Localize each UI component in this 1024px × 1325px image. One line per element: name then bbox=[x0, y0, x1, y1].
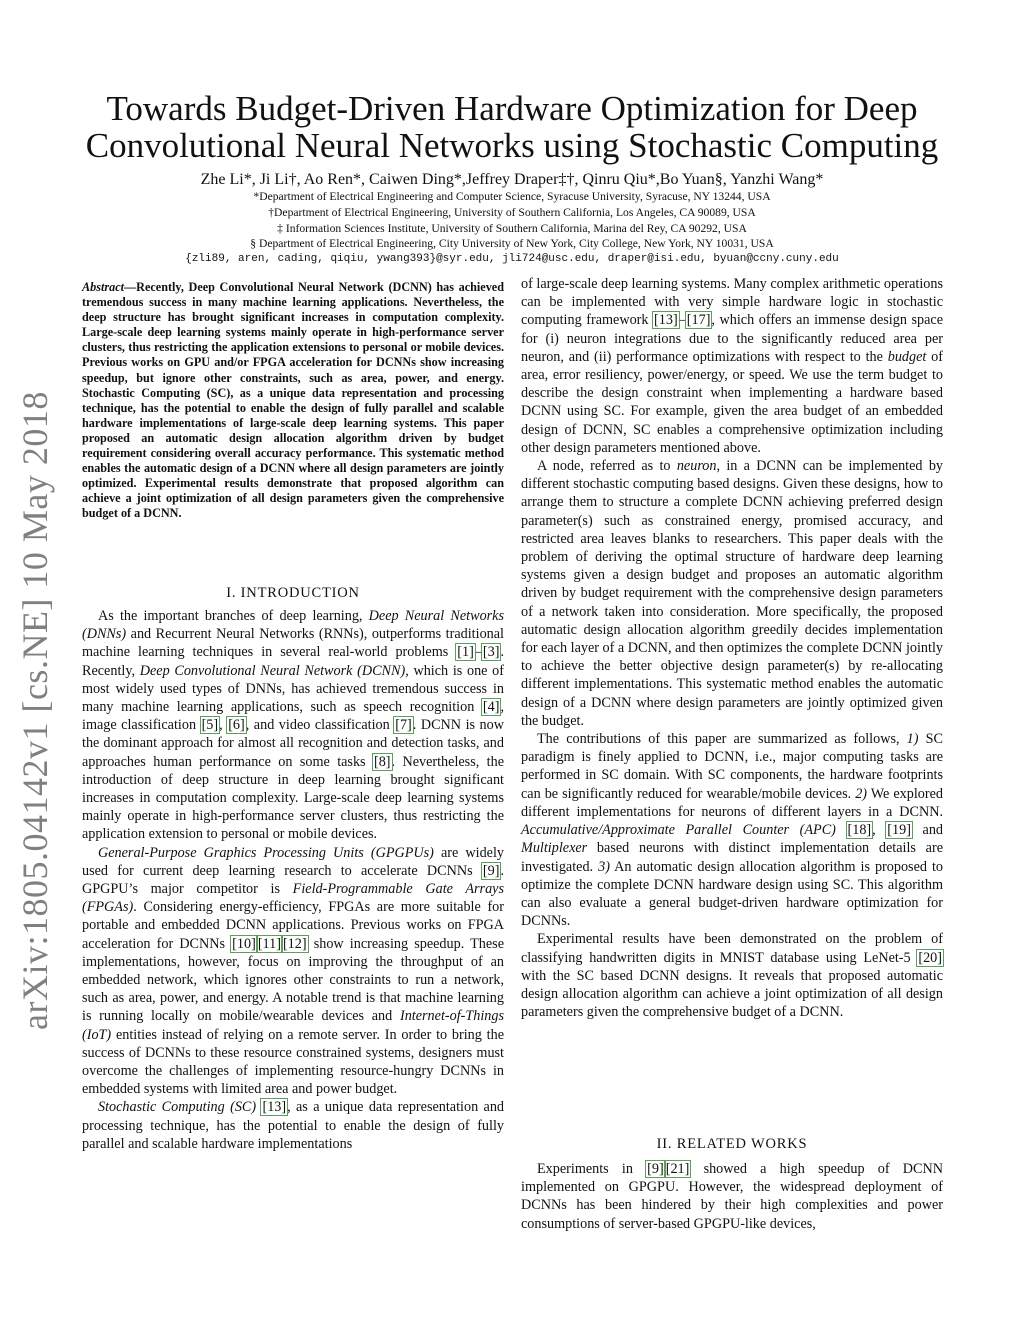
citation-link[interactable]: [13] bbox=[262, 1099, 287, 1116]
text-run bbox=[836, 822, 847, 838]
citation-link[interactable]: [3] bbox=[482, 644, 500, 661]
citation-link[interactable]: [9] bbox=[482, 862, 500, 879]
text-run: of area, error resiliency, power/energy, or speed. We use the term budget to describe the design constraint when implementing a hardware based DCNN using SC. For example, given the area budget of an embedded design of DCNN, SC enables a comprehensive optimization including other design parameters mentioned above. bbox=[521, 348, 943, 456]
intro-paragraph-2 bbox=[82, 844, 504, 1099]
abstract-text: —Recently, Deep Convolutional Neural Network (DCNN) has achieved tremendous success in many machine learning applications. Nevertheless, the deep structure has brought significant increases in computation complexity. Large-scale deep learning systems mainly operate in high-performance server clusters, thus restricting the application extensions to personal or mobile devices. Previous works on GPU and/or FPGA acceleration for DCNNs show increasing speedup, but ignore other constraints, such as area, power, and energy. Stochastic Computing (SC), as a unique data representation and processing technique, has the potential to enable the design of fully parallel and scalable hardware implementations of large-scale deep learning systems. This paper proposed an automatic design allocation algorithm driven by budget requirement considering overall accuracy performance. This systematic method enables the automatic design of a DCNN where all design parameters are jointly optimized. Experimental results demonstrate that proposed algorithm can achieve a joint optimization of all design parameters given the comprehensive budget of a DCNN. bbox=[82, 280, 504, 521]
citation-link[interactable]: [19] bbox=[887, 822, 911, 839]
affiliation-usc-ee: †Department of Electrical Engineering, University of Southern California, Los Angeles, CA 90089, USA bbox=[268, 206, 756, 219]
right-paragraph-2 bbox=[521, 457, 943, 730]
citation-link[interactable]: [10] bbox=[232, 935, 256, 952]
text-run: entities instead of relying on a remote server. In order to bring the success of DCNNs to these resource constrained systems, designers must overcome the challenges of implementing resource-hungry DCNNs in embedded systems with limited area and power budget. bbox=[82, 1026, 504, 1098]
text-emph: Field-Programmable Gate Arrays (FPGAs) bbox=[82, 881, 504, 916]
related-paragraph-1 bbox=[521, 1160, 943, 1233]
text-run: , which is one of most widely used types of DNNs, has achieved tremendous success in many machine learning applications, such as speech recognition bbox=[82, 662, 504, 716]
affiliation-syracuse: *Department of Electrical Engineering and Computer Science, Syracuse University, Syracuse, NY 13244, USA bbox=[253, 190, 771, 203]
text-run: An automatic design allocation algorithm is proposed to optimize the complete DCNN hardware design using SC. This algorithm can also evaluate a general budget-driven hardware optimization for DCNNs. bbox=[521, 858, 943, 930]
affiliation-usc-isi: ‡ Information Sciences Institute, University of Southern California, Marina del Rey, CA 90292, USA bbox=[277, 222, 747, 235]
text-run: , in a DCNN can be implemented by different stochastic computing based designs. Given these designs, how to arrange them to structure a complete DCNN achieving preferred design parameter(s) such as constrained energy, promised accuracy, and restricted area leaves blanks to researchers. This paper deals with the problem of deriving the optimal structure of hardware deep learning systems given a design budget and proposes an automatic algorithm driven by budget requirement with the comprehensive design parameters of a network taken into consideration. More specifically, the proposed automatic design allocation algorithm greedily decides implementation for each layer of a DCNN, and then optimizes the complete DCNN jointly to achieve the better objective design parameter(s) by re-allocating different implementations. This systematic method enables the automatic design of a DCNN where design parameters are jointly optimized given the budget. bbox=[521, 458, 944, 729]
section-heading-introduction: I. INTRODUCTION bbox=[226, 585, 360, 601]
author-list: Zhe Li*, Ji Li†, Ao Ren*, Caiwen Ding*,Jeffrey Draper‡†, Qinru Qiu*,Bo Yuan§, Yanzhi Wang* bbox=[200, 171, 824, 188]
text-emph: Internet-of-Things (IoT) bbox=[82, 1008, 504, 1043]
text-run: based neurons with distinct implementation details are investigated. bbox=[521, 840, 943, 875]
citation-link[interactable]: [11] bbox=[257, 935, 281, 952]
citation-link[interactable]: [8] bbox=[373, 753, 391, 770]
text-run: . Recently, bbox=[82, 644, 504, 679]
citation-link[interactable]: [6] bbox=[228, 717, 245, 734]
section-heading-related-works: II. RELATED WORKS bbox=[656, 1136, 808, 1152]
text-run: . Considering energy-efficiency, FPGAs are more suitable for portable and embedded DCNN applications. Previous works on FPGA acceleration for DCNNs bbox=[82, 899, 504, 952]
paper-title-line-1: Towards Budget-Driven Hardware Optimization for Deep bbox=[106, 89, 918, 128]
text-run: are widely used for current deep learning research to accelerate DCNNs bbox=[82, 844, 505, 879]
text-run: . Nevertheless, the introduction of deep structure in deep learning brought significant increases in computation complexity. Large-scale deep learning systems mainly operate in high-performance server clusters, thus restricting the application extension to personal or mobile devices. bbox=[82, 753, 504, 843]
intro-paragraph-3 bbox=[82, 1098, 504, 1153]
citation-link[interactable]: [18] bbox=[847, 822, 872, 839]
citation-link[interactable]: [17] bbox=[686, 312, 711, 329]
right-paragraph-1 bbox=[521, 275, 943, 457]
text-run: showed a high speedup of DCNN implemented on GPGPU. However, the widespread deployment of DCNNs has been hindered by their high complexities and power consumptions of server-based GPGPU-like devices, bbox=[521, 1161, 943, 1232]
text-run: – bbox=[678, 312, 686, 329]
text-run: Experimental results have been demonstrated on the problem of classifying handwritten digits in MNIST database using LeNet-5 bbox=[521, 931, 943, 966]
citation-link[interactable]: [7] bbox=[395, 717, 412, 734]
intro-paragraph-1 bbox=[82, 607, 504, 844]
text-emph: Multiplexer bbox=[521, 840, 588, 857]
text-run: , and video classification bbox=[245, 717, 395, 734]
text-run: , image classification bbox=[82, 699, 504, 734]
text-emph: neuron bbox=[676, 458, 717, 475]
right-paragraph-4 bbox=[521, 930, 943, 1021]
citation-link[interactable]: [13] bbox=[654, 312, 678, 329]
text-run: . DCNN is now the dominant approach for almost all recognition and detection tasks, and approaches human performance on some tasks bbox=[82, 717, 504, 770]
text-emph: Deep Neural Networks (DNNs) bbox=[82, 608, 504, 643]
citation-link[interactable]: [1] bbox=[457, 644, 474, 661]
arxiv-identifier: arXiv:1805.04142v1 [cs.NE] 10 May 2018 bbox=[15, 391, 55, 1030]
text-run: – bbox=[474, 644, 482, 661]
right-paragraph-3 bbox=[521, 730, 943, 930]
text-run: , as a unique data representation and processing technique, has the potential to enable the design of fully parallel and scalable hardware implementations bbox=[82, 1099, 505, 1152]
text-run: of large-scale deep learning systems. Many complex arithmetic operations can be implemented with very simple hardware logic in stochastic computing framework bbox=[521, 276, 943, 329]
citation-link[interactable]: [9] bbox=[647, 1161, 664, 1177]
abstract-label: Abstract bbox=[82, 280, 124, 294]
citation-link[interactable]: [5] bbox=[201, 717, 219, 734]
citation-link[interactable]: [20] bbox=[918, 949, 942, 966]
related-works-body bbox=[521, 1160, 943, 1233]
text-emph: budget bbox=[887, 348, 927, 365]
introduction-body bbox=[82, 607, 504, 1153]
text-run: , bbox=[872, 822, 887, 839]
text-emph: Deep Convolutional Neural Network (DCNN) bbox=[139, 662, 406, 679]
affiliation-cuny: § Department of Electrical Engineering, City University of New York, City College, New York, NY 10031, USA bbox=[250, 237, 774, 250]
text-run: show increasing speedup. These implementations, however, focus on improving the throughput of an embedded network, which ignores other constraints to run a network, such as area, power, and energy. A notable trend is that machine learning is running locally on mobile/wearable devices and bbox=[82, 935, 504, 1025]
abstract bbox=[82, 280, 504, 522]
text-run: A node, referred as to bbox=[537, 458, 677, 475]
text-emph: General-Purpose Graphics Processing Units (GPGPUs) bbox=[98, 844, 434, 861]
text-run: and bbox=[911, 822, 944, 839]
text-emph: 3) bbox=[598, 858, 610, 875]
text-run: The contributions of this paper are summarized as follows, bbox=[537, 731, 907, 748]
text-emph: Accumulative/Approximate Parallel Counter (APC) bbox=[521, 822, 836, 839]
text-run: Experiments in bbox=[537, 1161, 647, 1177]
paper-title-line-2: Convolutional Neural Networks using Stochastic Computing bbox=[85, 126, 939, 165]
text-run: We explored different implementations for neurons of different layers in a DCNN. bbox=[521, 785, 943, 820]
text-run: , bbox=[219, 717, 228, 734]
citation-link[interactable]: [4] bbox=[482, 699, 500, 716]
text-run: , which offers an immense design space for (i) neuron integrations due to the significantly reduced area per neuron, and (ii) performance optimizations with respect to the bbox=[521, 312, 943, 365]
citation-link[interactable]: [12] bbox=[282, 935, 307, 952]
text-run: with the SC based DCNN designs. It reveals that proposed automatic design allocation algorithm can achieve a joint optimization of all design parameters given the comprehensive budget of a DCNN. bbox=[521, 967, 943, 1021]
text-emph: 1) bbox=[906, 731, 919, 748]
text-run: and Recurrent Neural Networks (RNNs), outperforms traditional machine learning techniques in several real-world problems bbox=[82, 626, 504, 661]
right-column-body bbox=[521, 275, 943, 1021]
citation-link[interactable]: [21] bbox=[665, 1161, 690, 1177]
text-run: As the important branches of deep learning, bbox=[98, 608, 369, 624]
text-run: . GPGPU’s major competitor is bbox=[82, 862, 504, 898]
text-emph: 2) bbox=[855, 785, 868, 802]
text-emph: Stochastic Computing (SC) bbox=[98, 1099, 257, 1116]
author-emails: {zli89, aren, cading, qiqiu, ywang393}@syr.edu, jli724@usc.edu, draper@isi.edu, byuan@ccny.cuny.edu bbox=[185, 253, 839, 265]
text-run: SC paradigm is finely applied to DCNN, i.e., major computing tasks are performed in SC domain. With SC components, the hardware footprints can be significantly reduced for wearable/mobile devices. bbox=[521, 731, 944, 802]
